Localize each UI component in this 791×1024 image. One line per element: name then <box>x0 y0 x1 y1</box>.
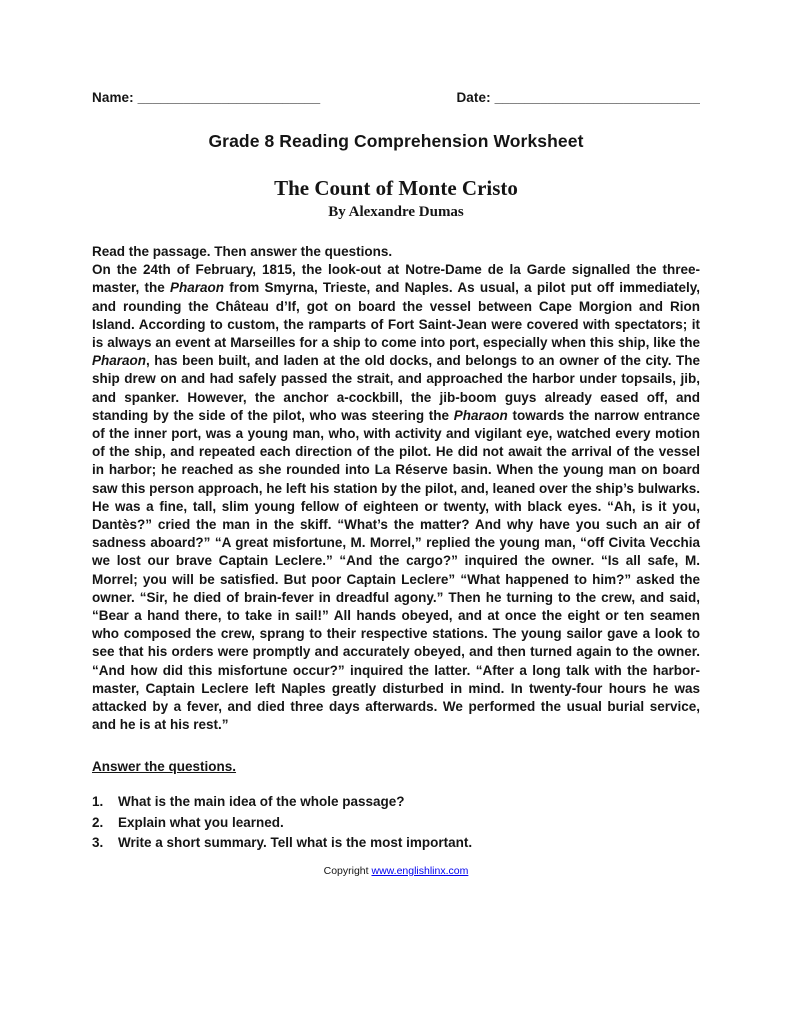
copyright-label: Copyright <box>323 864 372 877</box>
name-blank-line: ________________________ <box>137 90 321 105</box>
date-blank-line: ___________________________ <box>494 90 700 105</box>
copyright-line <box>92 865 700 877</box>
passage-segment-italic: Pharaon <box>92 353 147 369</box>
question-item <box>92 792 700 813</box>
instruction-text: Read the passage. Then answer the questions. <box>92 244 393 259</box>
author-byline: By Alexandre Dumas <box>328 204 464 220</box>
book-title: The Count of Monte Cristo <box>274 176 518 200</box>
name-date-row <box>92 90 700 105</box>
answer-questions-heading: Answer the questions. <box>92 759 237 775</box>
question-item <box>92 813 700 834</box>
name-label: Name: <box>92 90 134 105</box>
passage-segment: On the 24th of February, 1815, the look-out at Notre-Dame de la Garde signalled the three-master, the <box>92 262 700 296</box>
date-label: Date: <box>456 90 491 105</box>
question-number: 2. <box>92 814 104 830</box>
copyright-link[interactable]: www.englishlinx.com <box>371 864 469 877</box>
passage-segment: , has been built, and laden at the old docks, and belongs to an owner of the city. The ship drew on and had safely passed the strait, and approached the harbor under topsails, jib, and spanker. However, the anchor a-cockbill, the jib-boom guys already eased off, and standing by the side of the pilot, who was steering the <box>92 353 700 423</box>
question-number: 3. <box>92 835 104 851</box>
question-text: What is the main idea of the whole passage? <box>118 794 405 810</box>
passage-text <box>92 261 700 734</box>
question-text: Explain what you learned. <box>118 814 284 830</box>
passage-segment-italic: Pharaon <box>169 280 224 296</box>
worksheet-title: Grade 8 Reading Comprehension Worksheet <box>208 131 584 151</box>
passage-segment: towards the narrow entrance of the inner port, was a young man, who, with activity and vigilant eye, watched every motion of the ship, and repeated each direction of the pilot. He did not await the arrival of the vessel in harbor; he reached as she rounded into La Réserve basin. When the young man on board saw this person approach, he left his station by the pilot, and, leaned over the ship’s bulwarks. He was a fine, tall, slim young fellow of eighteen or twenty, with black eyes. “Ah, is it you, Dantès?” cried the man in the skiff. “What’s the matter? And why have you such an air of sadness aboard?” “A great misfortune, M. Morrel,” replied the young man, “off Civita Vecchia we lost our brave Captain Leclere.” “And the cargo?” inquired the owner. “Is all safe, M. Morrel; you will be satisfied. But poor Captain Leclere” “What happened to him?” asked the owner. “Sir, he died of brain-fever in dreadful agony.” Then he turning to the crew, and said, “Bear a hand there, to take in sail!” All hands obeyed, and at once the eight or ten seamen who composed the crew, sprang to their respective stations. The young sailor gave a look to see that his orders were promptly and accurately obeyed, and then turned again to the owner. “And how did this misfortune occur?” inquired the latter. “After a long talk with the harbor-master, Captain Leclere left Naples greatly disturbed in mind. In twenty-four hours he was attacked by a fever, and died three days afterwards. We performed the usual burial service, and he is at his rest.” <box>92 407 700 733</box>
question-item <box>92 833 700 854</box>
passage-segment: from Smyrna, Trieste, and Naples. As usual, a pilot put off immediately, and rounding the Château d’If, got on board the vessel between Cape Morgion and Rion Island. According to custom, the ramparts of Fort Saint-Jean were covered with spectators; it is always an event at Marseilles for a ship to come into port, especially when this ship, like the <box>92 280 700 351</box>
question-number: 1. <box>92 794 104 810</box>
question-text: Write a short summary. Tell what is the most important. <box>118 835 473 851</box>
passage-segment-italic: Pharaon <box>453 407 508 423</box>
name-field-group <box>92 90 320 105</box>
questions-list <box>92 792 700 854</box>
date-field-group <box>456 90 700 105</box>
